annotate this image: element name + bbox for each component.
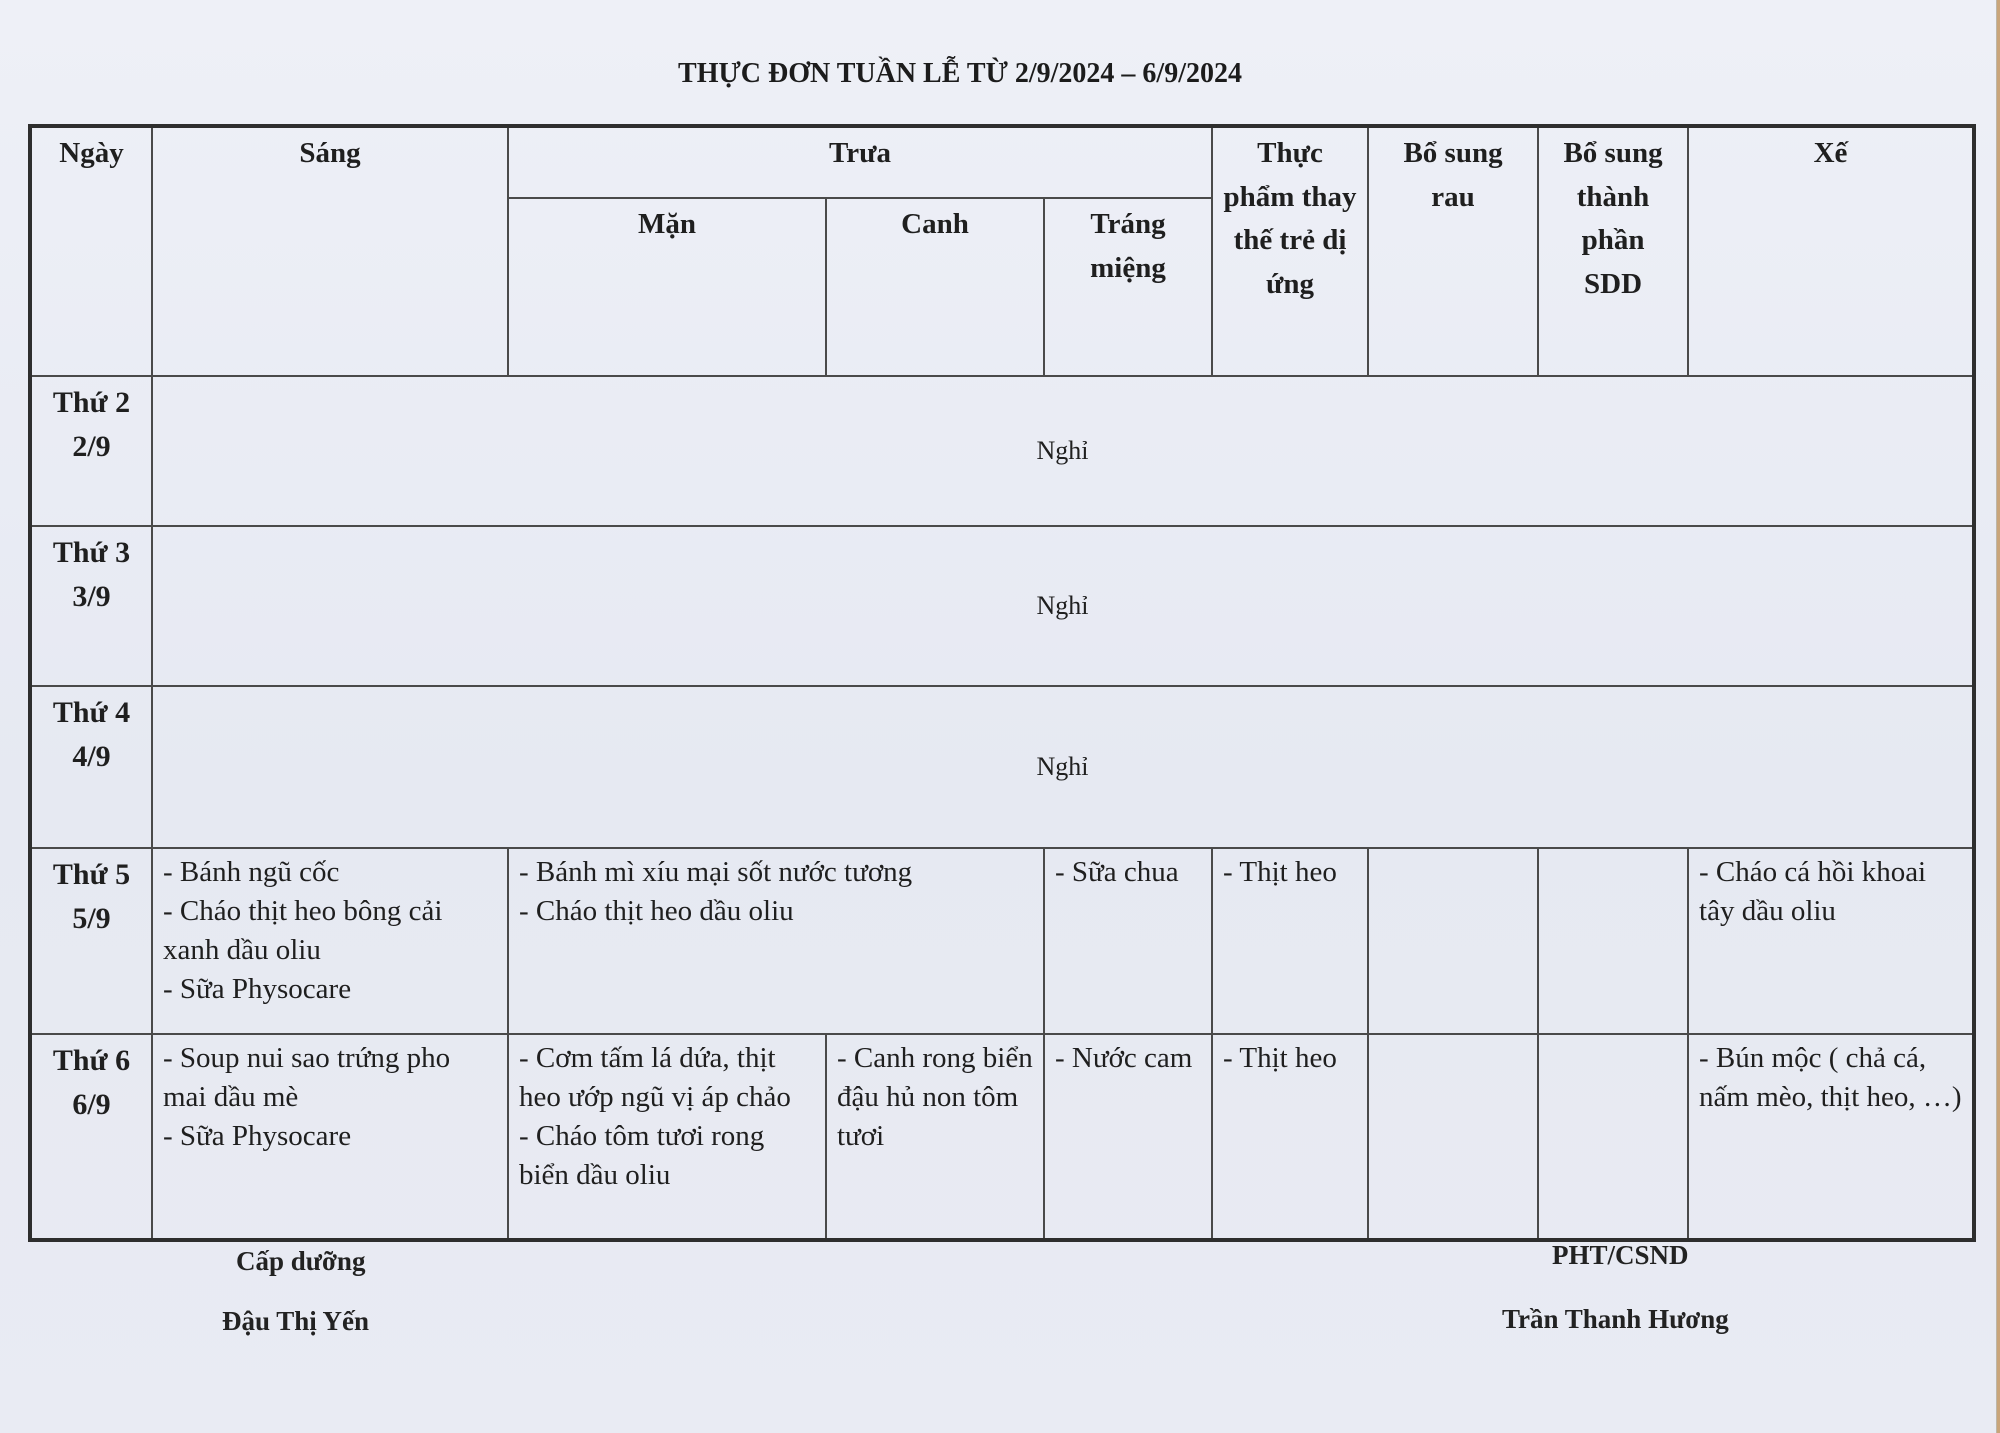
- menu-item: - Cơm tấm lá dứa, thịt heo ướp ngũ vị áp chảo: [519, 1042, 791, 1114]
- header-canh: Canh: [826, 198, 1044, 376]
- header-bo-sung-sdd: Bổ sung thành phần SDD: [1538, 126, 1688, 376]
- thuc-pham-cell: [1212, 1034, 1368, 1240]
- header-trua: Trưa: [508, 126, 1212, 198]
- header-xe: Xế: [1688, 126, 1974, 376]
- day-off-cell: Nghỉ: [152, 686, 1974, 848]
- xe-cell: [1688, 848, 1974, 1034]
- menu-item: - Canh rong biển đậu hủ non tôm tươi: [837, 1042, 1033, 1153]
- signature-right-role: PHT/CSND: [1552, 1240, 1689, 1270]
- header-sang: Sáng: [152, 126, 508, 376]
- day-label: Thứ 5: [52, 858, 131, 891]
- header-thuc-pham-thay-the: Thực phẩm thay thế trẻ dị ứng: [1212, 126, 1368, 376]
- row-thu-2: [30, 376, 1974, 526]
- xe-cell: [1688, 1034, 1974, 1240]
- menu-item: - Bún mộc ( chả cá, nấm mèo, thịt heo, …): [1699, 1042, 1962, 1114]
- bo-sung-rau-cell: [1368, 1034, 1538, 1240]
- header-trang-mieng: Tráng miệng: [1044, 198, 1212, 376]
- bo-sung-sdd-cell: [1538, 848, 1688, 1034]
- day-label: Thứ 2: [52, 386, 131, 419]
- row-thu-4: [30, 686, 1974, 848]
- menu-item: - Bánh ngũ cốc: [163, 856, 340, 888]
- trang-mieng-cell: [1044, 848, 1212, 1034]
- day-date: 2/9: [72, 429, 111, 463]
- menu-item: - Sữa chua: [1055, 856, 1179, 888]
- trang-mieng-cell: [1044, 1034, 1212, 1240]
- menu-item: - Soup nui sao trứng pho mai dầu mè: [163, 1042, 451, 1114]
- day-date: 5/9: [72, 901, 111, 935]
- header-row-1: [30, 126, 1974, 198]
- man-cell: [508, 1034, 826, 1240]
- day-date: 6/9: [72, 1087, 111, 1121]
- day-cell: [30, 1034, 152, 1240]
- thuc-pham-cell: [1212, 848, 1368, 1034]
- menu-item: - Bánh mì xíu mại sốt nước tương: [519, 856, 913, 888]
- menu-item: - Cháo tôm tươi rong biển dầu oliu: [519, 1120, 765, 1192]
- day-label: Thứ 6: [52, 1044, 131, 1077]
- bo-sung-sdd-cell: [1538, 1034, 1688, 1240]
- menu-item: - Thịt heo: [1223, 856, 1337, 888]
- signature-left-role: Cấp dưỡng: [236, 1246, 366, 1276]
- day-off-cell: Nghỉ: [152, 526, 1974, 686]
- header-ngay: Ngày: [30, 126, 152, 376]
- menu-item: - Sữa Physocare: [163, 1120, 352, 1153]
- bo-sung-rau-cell: [1368, 848, 1538, 1034]
- row-thu-3: [30, 526, 1974, 686]
- man-canh-cell: [508, 848, 1044, 1034]
- row-thu-6: [30, 1034, 1974, 1240]
- menu-item: - Cháo thịt heo dầu oliu: [519, 895, 794, 928]
- row-thu-5: [30, 848, 1974, 1034]
- menu-item: - Cháo thịt heo bông cải xanh dầu oliu: [163, 895, 443, 967]
- header-bo-sung-rau: Bổ sung rau: [1368, 126, 1538, 376]
- day-label: Thứ 3: [52, 536, 131, 569]
- document-title: THỰC ĐƠN TUẦN LỄ TỪ 2/9/2024 – 6/9/2024: [678, 58, 1242, 89]
- sang-cell: [152, 1034, 508, 1240]
- day-cell: [30, 848, 152, 1034]
- day-date: 3/9: [72, 579, 111, 613]
- day-date: 4/9: [72, 739, 111, 773]
- menu-item: - Nước cam: [1055, 1042, 1193, 1074]
- menu-item: - Cháo cá hồi khoai tây dầu oliu: [1699, 856, 1927, 928]
- day-off-cell: Nghỉ: [152, 376, 1974, 526]
- header-man: Mặn: [508, 198, 826, 376]
- weekly-menu-table: [28, 124, 1976, 1242]
- sang-cell: [152, 848, 508, 1034]
- signature-left-name: Đậu Thị Yến: [222, 1306, 370, 1336]
- menu-item: - Sữa Physocare: [163, 973, 352, 1006]
- day-cell: [30, 686, 152, 848]
- menu-item: - Thịt heo: [1223, 1042, 1337, 1074]
- day-cell: [30, 376, 152, 526]
- day-cell: [30, 526, 152, 686]
- day-label: Thứ 4: [52, 696, 131, 729]
- canh-cell: [826, 1034, 1044, 1240]
- signature-right-name: Trần Thanh Hương: [1502, 1304, 1729, 1334]
